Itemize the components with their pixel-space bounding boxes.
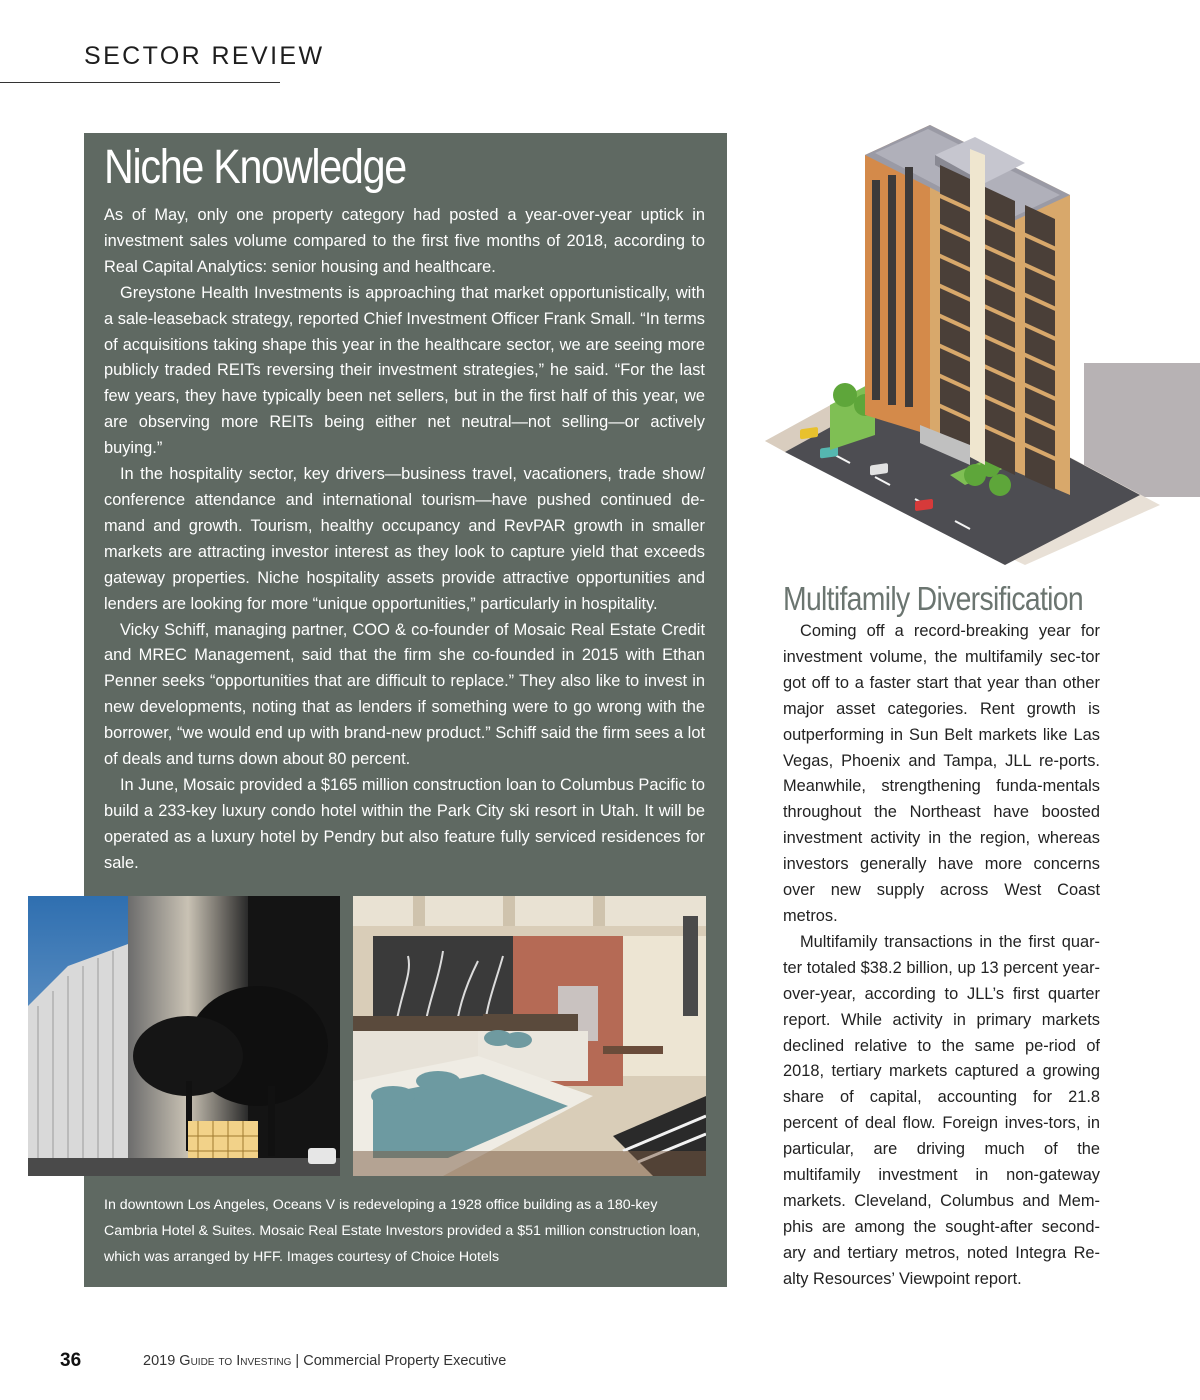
column-paragraph: Coming off a record-breaking year for investment volume, the multifamily sec-tor got off to a faster start that year than other major asset categories. Rent growth is outperforming in Sun Belt markets like Las Vegas, Phoenix and Tampa, JLL re-ports. Meanwhile, strengthening funda-mentals throughout the Northeast have boosted investment activity in the region, whereas investors generally have more concerns over new supply across West Coast metros. (783, 622, 1100, 925)
section-rule (0, 82, 280, 83)
panel-title: Niche Knowledge (104, 141, 406, 194)
hotel-room-photo (353, 896, 706, 1176)
footer-publication (143, 1353, 506, 1369)
apartment-building-illustration (760, 105, 1160, 565)
column-paragraph: Multifamily transactions in the first quar-ter totaled $38.2 billion, up 13 percent year-over-year, according to JLL’s first quarter report. While activity in primary markets declined relative to the same pe-riod of 2018, tertiary markets captured a growing share of capital, accounting for 21.8 percent of deal flow. Foreign inves-tors, in particular, are driving much of the multifamily investment in non-gateway markets. Cleveland, Columbus and Mem-phis are among the sought-after second-ary and tertiary metros, noted Integra Re-alty Resources’ Viewpoint report. (783, 932, 1100, 1288)
publication-name: Commercial Property Executive (303, 1353, 507, 1369)
panel-body (104, 203, 705, 877)
multifamily-body (783, 619, 1100, 1293)
publication-guide: 2019 Guide to Investing (143, 1353, 292, 1369)
panel-paragraph: In June, Mosaic provided a $165 million construction loan to Columbus Pacific to build a 233-key luxury condo hotel within the Park City ski resort in Utah. It will be operated as a luxury hotel by Pendry but also feature fully serviced residences for sale. (104, 775, 705, 872)
section-label: SECTOR REVIEW (84, 42, 325, 70)
page-number: 36 (60, 1350, 82, 1371)
multifamily-heading: Multifamily Diversification (783, 580, 1083, 617)
footer-separator: | (295, 1353, 300, 1369)
panel-paragraph: As of May, only one property category had posted a year-over-year uptick in investment sales volume compared to the first five months of 2018, according to Real Capital Analytics: senior housing and healthcare. (104, 206, 705, 276)
street-building-photo (28, 896, 340, 1176)
panel-paragraph: Vicky Schiff, managing partner, COO & co-founder of Mosaic Real Estate Credit and MREC Management, said that the firm she co-founded in 2015 with Ethan Penner seeks “opportunities that are difficult to replace.” They also like to invest in new developments, noting that as lenders if something were to go wrong with the borrower, “we would end up with brand-new product.” Schiff said the firm sees a lot of deals and turns down about 80 percent. (104, 620, 705, 769)
photo-caption: In downtown Los Angeles, Oceans V is redeveloping a 1928 office building as a 180-key Cambria Hotel & Suites. Mosaic Real Estate Investors provided a $51 million construction loan, which was arranged by HFF. Images courtesy of Choice Hotels (104, 1197, 701, 1265)
panel-paragraph: In the hospitality sector, key drivers—business travel, vacationers, trade show/ conference attendance and international tourism—have pushed continued de-mand and growth. Tourism, healthy occupancy and RevPAR growth in smaller markets are attracting investor interest as they look to capture yield that exceeds gateway properties. Niche hospitality assets provide attractive opportunities and lenders are looking for more “unique opportunities,” particularly in hospitality. (104, 465, 705, 613)
panel-paragraph: Greystone Health Investments is approaching that market opportunistically, with a sale-leaseback strategy, reported Chief Investment Officer Frank Small. “In terms of acquisitions taking shape this year in the healthcare sector, we are seeing more publicly traded REITs reversing their investment strategies,” he said. “For the last few years, they have typically been net sellers, but in the first half of this year, we are observing more REITs being either net neutral—not selling—or actively buying.” (104, 283, 705, 458)
